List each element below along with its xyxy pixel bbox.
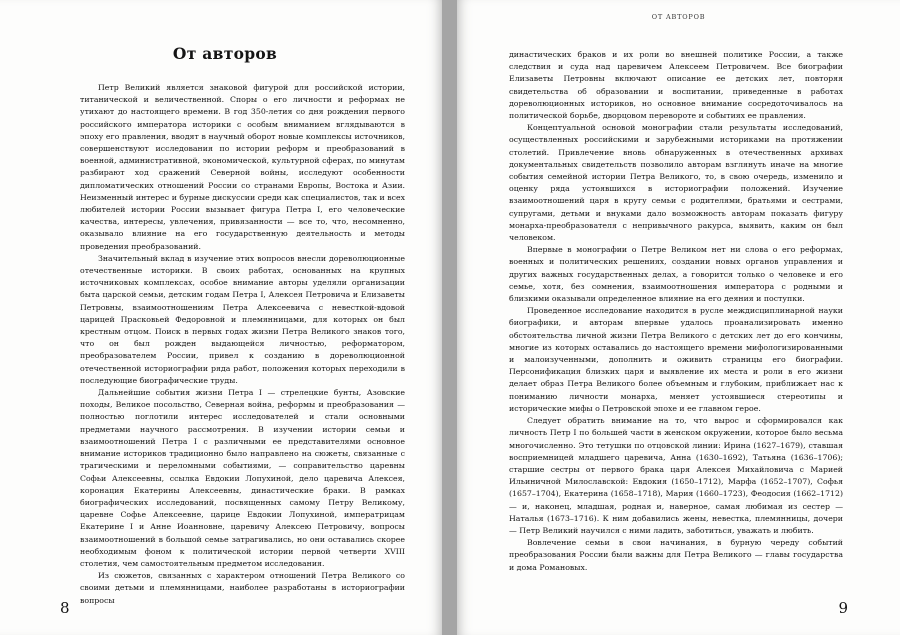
chapter-title: От авторов — [172, 44, 278, 63]
paragraph: Следует обратить внимание на то, что вырос и сформировался как личность Петр I по большей части в женском окружении, которое было весьма многочисленно. Это тетушки по отцовской линии: Ирина (1627–1679), ставшая восприемницей младшего царевича, Анна (1630–1692), Татьяна (1636–1706); старшие сестры от первого брака царя Алексея Михайловича с Марией Ильиничной Милославской: Евдокия (1650–1712), Марфа (1652–1707), Софья (1657–1704), Екатерина (1658–1718), Мария (1660–1723), Феодосия (1662–1712) — и, наконец, младшая, родная и, наверное, самая любимая из сестер — Наталья (1673–1716). К ним добавились жены, невестка, племянницы, дочери — Петр Великий научился с ними ладить, заботиться, уважать и любить. — [509, 416, 843, 535]
paragraph: Концептуальной основой монографии стали результаты исследований, осуществленных российскими и зарубежными историками на протяжении столетий. Привлечение вновь обнаруженных в отечественных архивах документальных свидетельств позволило авторам взглянуть иначе на многие события семейной истории Петра Великого, то, в свою очередь, изменило и оценку ряда устоявшихся в историографии положений. Изучение взаимоотношений царя в кругу семьи с родителями, братьями и сестрами, супругами, детьми и внуками дало возможность авторам показать фигуру монарха-преобразователя с непривычного ракурса, выявить, каким он был человеком. — [509, 123, 843, 243]
paragraph: Впервые в монографии о Петре Великом нет ни слова о его реформах, военных и политических решениях, создании новых органов управления и других важных государственных делах, а говорится только о человеке и его семье, хотя, без сомнения, взаимоотношения императора с родными и близкими оказывали определенное влияние на его деяния и поступки. — [509, 245, 843, 304]
paragraph: Вовлечение семьи в свои начинания, в бурную череду событий преобразования России были важны для Петра Великого — главы государства и дома Романовых. — [509, 538, 843, 572]
right-page — [457, 0, 900, 635]
paragraph: Петр Великий является знаковой фигурой для российской истории, титанической и величественной. Споры о его личности и реформах не утихают до настоящего времени. В год 350-летия со дня рождения первого российского императора историки с особым вниманием вглядываются в эпоху его правления, вводят в научный оборот новые комплексы источников, совершенствуют исследования по истории реформ и преобразований в военной, административной, экономической, культурной сферах, по минутам разбирают ход сражений Северной войны, исследуют особенности дипломатических отношений России со странами Европы, Востока и Азии. Неизменный интерес и бурные дискуссии среди как специалистов, так и всех любителей истории России вызывает фигура Петра I, его человеческие качества, интересы, увлечения, привязанности — все то, что, несомненно, оказывало влияние на его государственную деятельность и методы проведения преобразований. — [80, 83, 405, 251]
right-page-body — [509, 49, 843, 574]
running-head: ОТ АВТОРОВ — [651, 13, 706, 21]
page-number-right: 9 — [838, 599, 848, 617]
paragraph: Значительный вклад в изучение этих вопросов внесли дореволюционные отечественные историки. В своих работах, основанных на крупных источниковых комплексах, особое внимание авторы уделяли организации быта царской семьи, детским годам Петра I, Алексея Петровича и Елизаветы Петровны, взаимоотношениям Петра Алексеевича с невесткой-вдовой царицей Прасковьей Федоровной и племянницами, для которых он был крестным отцом. Поиск в первых годах жизни Петра Великого знаков того, что он был рожден выдающейся личностью, реформатором, преобразователем России, привел к созданию в дореволюционной отечественной историографии ряда работ, положения которых переходили в последующие биографические труды. — [80, 253, 405, 385]
paragraph: Дальнейшие события жизни Петра I — стрелецкие бунты, Азовские походы, Великое посольство, Северная война, реформы и преобразования — полностью поглотили интерес исследователей и стали основными предметами научного рассмотрения. В изучении истории семьи и взаимоотношений Петра I с различными ее представителями основное внимание историков традиционно было направлено на сюжеты, связанные с трагическими и переломными событиями, — соправительство царевны Софьи Алексеевны, ссылка Евдокии Лопухиной, дело царевича Алексея, коронация Екатерины Алексеевны, династические браки. В рамках биографических исследований, посвященных самому Петру Великому, царевне Софье Алексеевне, царице Евдокии Лопухиной, императрицам Екатерине I и Анне Иоанновне, царевичу Алексею Петровичу, вопросы взаимоотношений в большой семье затрагивались, но они оставались скорее необходимым фоном к политической истории первой четверти XVIII столетия, чем самостоятельным предметом исследования. — [80, 388, 405, 568]
paragraph-continued: династических браков и их роли во внешней политике России, а также следствия и суда над царевичем Алексеем Петровичем. Все биографии Елизаветы Петровны включают описание ее детских лет, повторяя свидетельства об образовании и воспитании, приведенные в работах дореволюционных историков, но основное внимание сосредоточивалось на политической борьбе, дворцовом перевороте и событиях ее правления. — [509, 50, 843, 121]
left-page — [0, 0, 442, 635]
paragraph: Проведенное исследование находится в русле междисциплинарной науки биографики, и авторам впервые удалось проанализировать именно обстоятельства личной жизни Петра Великого с детских лет до его кончины, многие из которых оставались до настоящего времени мифологизированными и малоизученными, дополнить и оживить страницы его биографии. Персонификация близких царя и выявление их места и роли в его жизни делает образ Петра Великого более объемным и глубоким, приближает нас к пониманию личности монарха, меняет устоявшиеся стереотипы и исторические мифы о Петровской эпохе и ее главном герое. — [509, 306, 843, 413]
page-number-left: 8 — [60, 599, 70, 617]
paragraph: Из сюжетов, связанных с характером отношений Петра Великого со своими детьми и племянницами, наиболее разработаны в историографии вопросы — [80, 571, 405, 605]
left-page-body — [80, 82, 405, 607]
